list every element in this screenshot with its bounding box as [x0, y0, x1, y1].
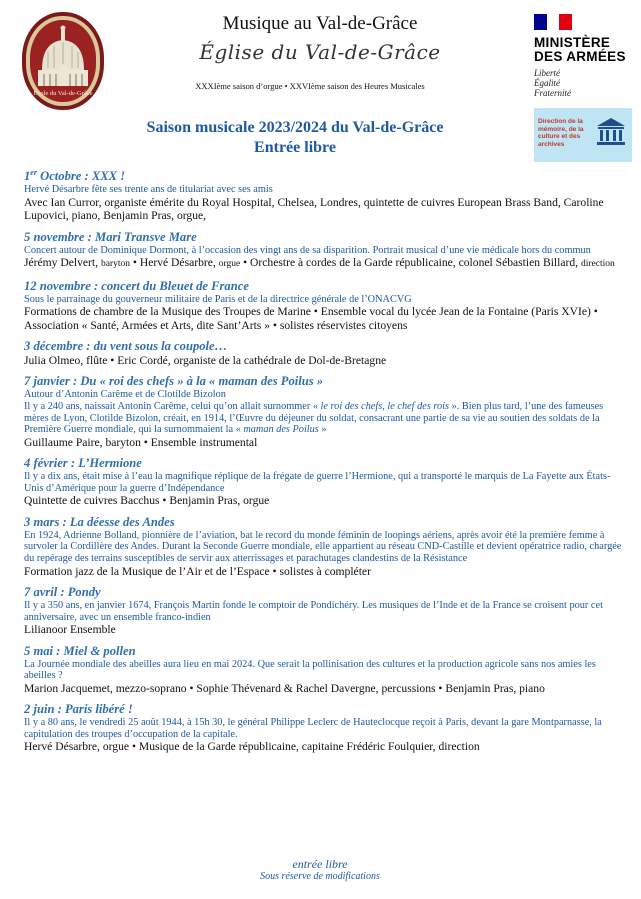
event-item [24, 165, 624, 223]
season-title: Saison musicale 2023/2024 du Val-de-Grâce [146, 119, 444, 136]
event-title: 4 février : L’Hermione [24, 456, 142, 471]
ministry-title: MINISTÈRE DES ARMÉES [534, 35, 626, 64]
footer [160, 857, 480, 883]
event-description: Il y a 80 ans, le vendredi 25 août 1944, à 15h 30, le général Philippe Leclerc de Hauteclocque reçoit à Paris, devant la gare Montparnasse, la capitulation des troupes d’occupation de la capitale. [24, 717, 602, 740]
event-description: Sous le parrainage du gouverneur militaire de Paris et de la directrice générale de l’ONACVG [24, 293, 412, 305]
concert-program [24, 165, 624, 761]
event-title: 12 novembre : concert du Bleuet de France [24, 278, 249, 293]
event-performers: Guillaume Paire, baryton • Ensemble instrumental [24, 435, 258, 449]
event-title: 2 juin : Paris libéré ! [24, 702, 133, 717]
dmca-text: Direction de la mémoire, de la culture et des archives [538, 118, 584, 148]
page-subtitle: Église du Val-de-Grâce [199, 40, 441, 64]
event-description: Il y a dix ans, était mise à l’eau la magnifique réplique de la frégate de guerre l’Hermione, qui a transporté le marquis de La Fayette aux États-Unis d’Amérique pour la guerre d’Indépendance [24, 471, 611, 494]
event-item [24, 230, 624, 272]
event-title: 3 décembre : du vent sous la coupole… [24, 339, 228, 353]
dmca-logo [534, 108, 632, 162]
event-performers: Formations de chambre de la Musique des Troupes de Marine • Ensemble vocal du lycée Jean de la Fontaine (Paris XVIe) • Association « Santé, Armées et Arts, dite Sant’Arts » • solistes réservistes citoyens [24, 305, 598, 332]
event-item [24, 279, 624, 332]
event-performers: Lilianoor Ensemble [24, 623, 116, 637]
event-title: 3 mars : La déesse des Andes [24, 514, 175, 529]
event-description: Autour d’Antonin Carême et de Clotilde Bizolon Il y a 240 ans, naissait Antonin Carême, celui qu’on allait surnommer « le roi des chefs, le chef des rois ». Bien plus tard, l’une des fameuses mères de Lyon, Clotilde Bizolon, créait, en 1914, l’Œuvre du déjeuner du soldat, consacrant une partie de sa vie au soutien des soldats de la Première Guerre mondiale, qui la surnommaient la « maman des Poilus » [24, 389, 604, 436]
footer-note: Sous réserve de modifications [260, 871, 380, 882]
event-performers: Marion Jacquemet, mezzo-soprano • Sophie Thévenard & Rachel Davergne, percussions • Benjamin Pras, piano [24, 681, 545, 695]
logo-left-text: École du Val-de-Grâce [33, 90, 93, 97]
event-title: 5 mai : Miel & pollen [24, 643, 136, 658]
footer-entry: entrée libre [292, 857, 348, 871]
event-item [24, 456, 624, 508]
page-title: Musique au Val-de-Grâce [222, 13, 418, 34]
french-flag-icon [534, 14, 572, 30]
event-item [24, 515, 624, 578]
event-description: Concert autour de Dominique Dormont, à l’occasion des vingt ans de sa disparition. Portrait musical d’une vie médicale hors du commun [24, 244, 591, 256]
event-performers: Julia Olmeo, flûte • Eric Cordé, organiste de la cathédrale de Dol-de-Bretagne [24, 354, 387, 367]
event-description: La Journée mondiale des abeilles aura lieu en mai 2024. Que serait la pollinisation des cultures et la production agricole sans nos amies les abeilles ? [24, 658, 596, 682]
val-de-grace-dome-logo [22, 12, 104, 110]
event-title: 1er Octobre : XXX ! [24, 168, 126, 184]
event-item [24, 374, 624, 449]
ministry-logo [534, 14, 634, 98]
event-performers: Jérémy Delvert, baryton • Hervé Désarbre, orgue • Orchestre à cordes de la Garde républicaine, colonel Sébastien Billard, direction [24, 256, 615, 270]
season-heading [80, 118, 510, 158]
event-item [24, 702, 624, 754]
season-line: XXXIème saison d’orgue • XXVIème saison des Heures Musicales [195, 81, 425, 91]
season-subtitle: Entrée libre [254, 139, 336, 156]
event-title: 7 janvier : Du « roi des chefs » à la « maman des Poilus » [24, 374, 324, 389]
event-title: 7 avril : Pondy [24, 584, 101, 599]
event-performers: Formation jazz de la Musique de l’Air et de l’Espace • solistes à compléter [24, 564, 371, 578]
event-performers: Quintette de cuivres Bacchus • Benjamin Pras, orgue [24, 494, 270, 508]
event-performers: Avec Ian Curror, organiste émérite du Royal Hospital, Chelsea, Londres, quintette de cuivres European Brass Band, Caroline Lupovici, piano, Benjamin Pras, orgue, [24, 195, 604, 223]
event-item [24, 585, 624, 637]
event-performers: Hervé Désarbre, orgue • Musique de la Garde républicaine, capitaine Frédéric Foulquier, direction [24, 740, 480, 754]
event-title: 5 novembre : Mari Transve Mare [24, 229, 197, 244]
event-description: En 1924, Adrienne Bolland, pionnière de l’aviation, bat le record du monde féminin de loopings aériens, après avoir été la première femme à survoler la Cordillère des Andes. Durant la Seconde Guerre mondiale, elle appartient au réseau CND-Castille et devient opératrice radio, chargée du repérage des terrains susceptibles de servir aux atterrissages et parachutages clandestins de la Résistance [24, 529, 622, 564]
event-description: Il y a 350 ans, en janvier 1674, François Martin fonde le comptoir de Pondichéry. Les musiques de l’Inde et de la France se croisent pour cet anniversaire, avec un ensemble franco-indien [24, 599, 603, 623]
ministry-motto: Liberté Égalité Fraternité [534, 68, 571, 98]
event-description: Hervé Désarbre fête ses trente ans de titulariat avec ses amis [24, 184, 273, 196]
building-columns-icon [594, 114, 628, 148]
event-item [24, 339, 624, 367]
event-item [24, 644, 624, 696]
